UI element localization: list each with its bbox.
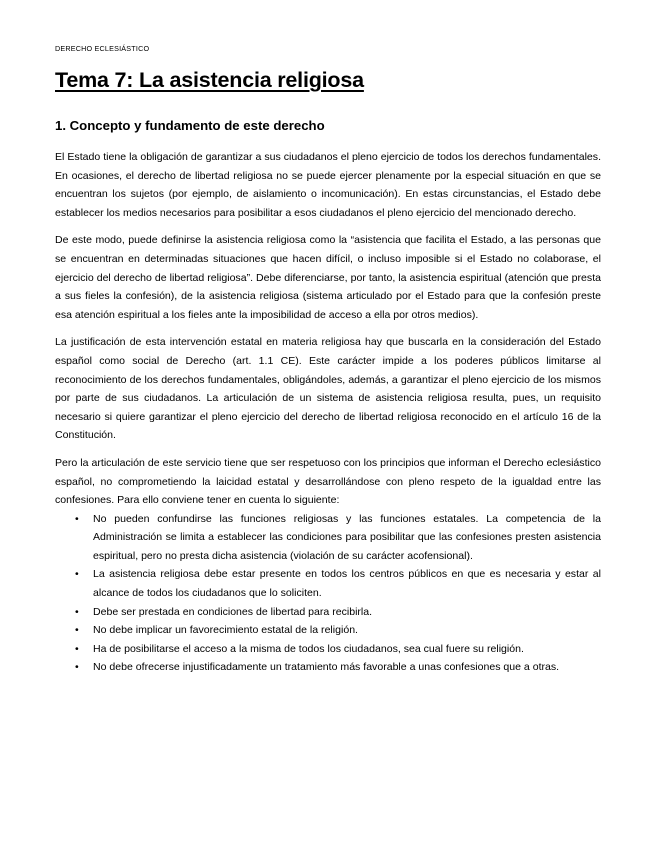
list-item-text: No pueden confundirse las funciones religiosas y las funciones estatales. La competencia de la Administración se limita a establecer las condiciones para posibilitar que las confesiones presten asistencia espiritual, pero no presta dicha asistencia (violación de su carácter acofensional). [93,512,601,562]
list-item-text: Debe ser prestada en condiciones de libertad para recibirla. [93,605,373,618]
list-item [55,658,601,677]
list-item [55,603,601,622]
document-page [55,44,601,677]
bullet-icon: • [75,661,79,674]
section-heading: 1. Concepto y fundamento de este derecho [55,118,325,133]
list-item [55,640,601,659]
list-item [55,621,601,640]
bullet-icon: • [75,624,79,637]
bullet-icon: • [75,605,79,618]
list-item-text: La asistencia religiosa debe estar presente en todos los centros públicos en que es necesaria y estar al alcance de todos los ciudadanos que lo soliciten. [93,568,601,600]
bullet-icon: • [75,512,79,525]
list-item [55,510,601,566]
paragraph-justification: La justificación de esta intervención estatal en materia religiosa hay que buscarla en la consideración del Estado español como social de Derecho (art. 1.1 CE). Este carácter impide a los poderes públicos limitarse al reconocimiento de los derechos fundamentales, obligándoles, además, a garantizar el pleno ejercicio de los mismos por parte de sus ciudadanos. La articulación de un sistema de asistencia religiosa resulta, pues, un requisito necesario si quiere garantizar el pleno ejercicio del derecho de libertad religiosa reconocido en el artículo 16 de la Constitución. [55,336,601,442]
bullet-icon: • [75,568,79,581]
paragraph-state-obligation: El Estado tiene la obligación de garantizar a sus ciudadanos el pleno ejercicio de todos los derechos fundamentales. En ocasiones, el derecho de libertad religiosa no se puede ejercer plenamente por la especial situación en que se encuentran los sujetos (por ejemplo, de aislamiento o incomunicación). En estas circunstancias, el Estado debe establecer los medios necesarios para posibilitar a esos ciudadanos el pleno ejercicio del mencionado derecho. [55,151,601,219]
list-item [55,565,601,602]
document-title: Tema 7: La asistencia religiosa [55,68,364,92]
paragraph-principles: Pero la articulación de este servicio tiene que ser respetuoso con los principios que informan el Derecho eclesiástico español, no comprometiendo la laicidad estatal y desarrollándose con pleno respeto de la igualdad entre las confesiones. Para ello conviene tener en cuenta lo siguiente: [55,456,601,507]
list-item-text: No debe implicar un favorecimiento estatal de la religión. [93,624,358,637]
principles-list [55,510,601,677]
paragraph-definition: De este modo, puede definirse la asistencia religiosa como la “asistencia que facilita el Estado, a las personas que se encuentran en determinadas situaciones que hacen difícil, o incluso imposible si el Estado no colaborase, el ejercicio del derecho de libertad religiosa”. Debe diferenciarse, por tanto, la asistencia espiritual (atención que presta a sus fieles la confesión), de la asistencia religiosa (sistema articulado por el Estado para que la confesión preste esa atención espiritual a los fieles ante la imposibilidad de acceso a ella por otros medios). [55,234,601,321]
bullet-icon: • [75,642,79,655]
list-item-text: No debe ofrecerse injustificadamente un tratamiento más favorable a unas confesiones que a otras. [93,661,560,674]
list-item-text: Ha de posibilitarse el acceso a la misma de todos los ciudadanos, sea cual fuere su religión. [93,642,524,655]
running-header: DERECHO ECLESIÁSTICO [55,44,150,53]
